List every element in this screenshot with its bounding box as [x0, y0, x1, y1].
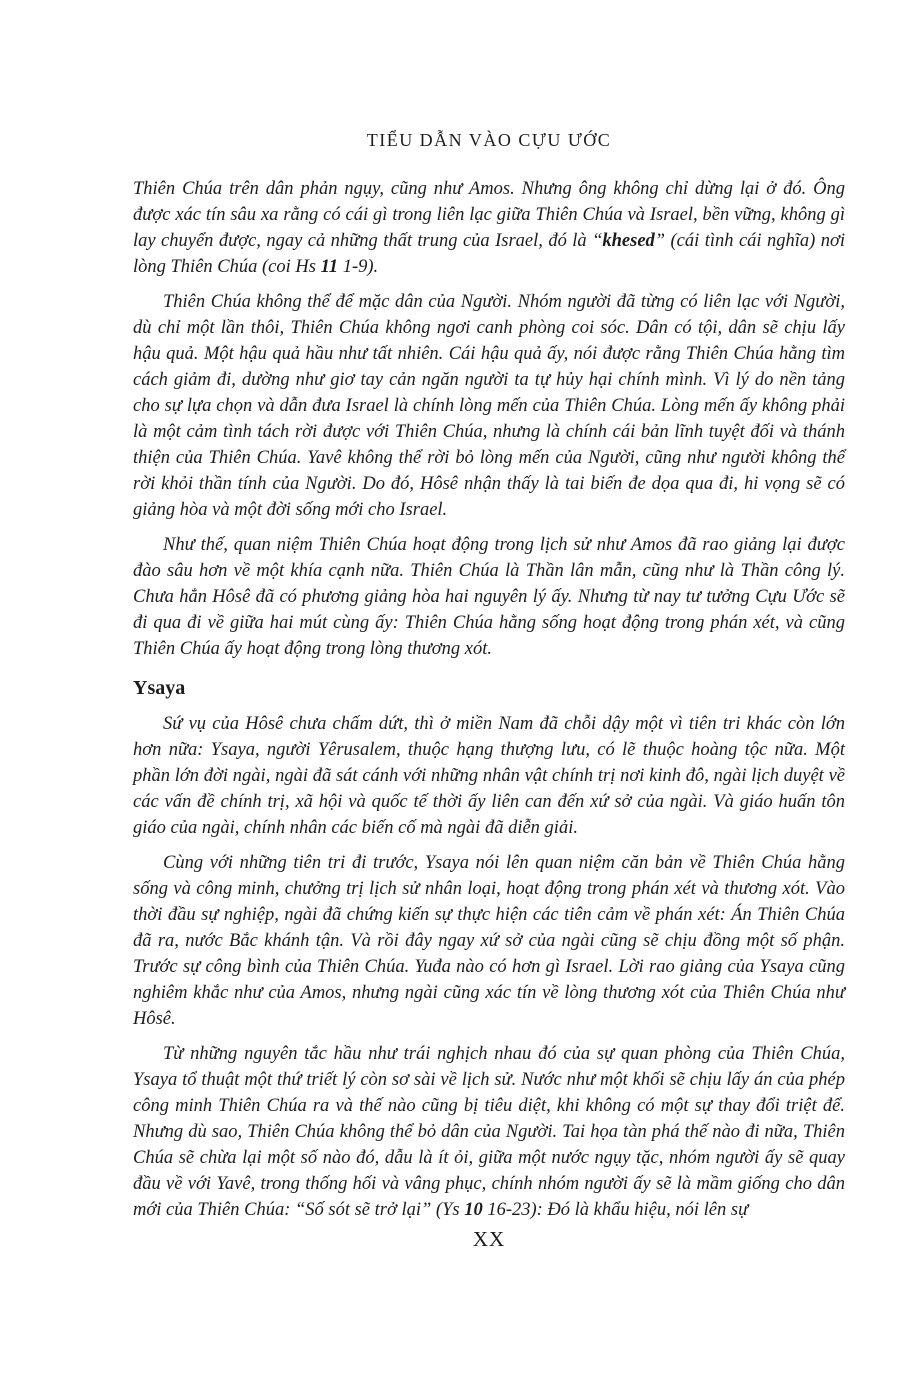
paragraph — [133, 176, 845, 280]
emphasized-text: 11 — [320, 257, 339, 277]
paragraph — [133, 532, 845, 662]
body-text-segment: ” (cái tình cái nghĩa) nơi lòng Thiên Chúa (coi Hs — [133, 231, 845, 277]
paragraph — [133, 850, 845, 1032]
body-text-segment: Thiên Chúa trên dân phản ngụy, cũng như Amos. Nhưng ông không chỉ dừng lại ở đó. Ông được xác tín sâu xa rằng có cái gì trong liên lạc giữa Thiên Chúa và Israel, bền vững, không gì lay chuyển được, ngay cả những thất trung của Israel, đó là “ — [133, 179, 845, 251]
page-body — [133, 176, 845, 1232]
body-text-segment: Sứ vụ của Hôsê chưa chấm dứt, thì ở miền Nam đã chỗi dậy một vì tiên tri khác còn lớn hơn nữa: Ysaya, người Yêrusalem, thuộc hạng thượng lưu, có lẽ thuộc hoàng tộc nữa. Một phần lớn đời ngài, ngài đã sát cánh với những nhân vật chính trị nơi kinh đô, ngài lịch duyệt về các vấn đề chính trị, xã hội và quốc tế thời ấy liên can đến xứ sở của ngài. Và giáo huấn tôn giáo của ngài, chính nhân các biến cố mà ngài đã diễn giải. — [133, 714, 845, 838]
body-text-segment: Như thế, quan niệm Thiên Chúa hoạt động trong lịch sử như Amos đã rao giảng lại được đào sâu hơn về một khía cạnh nữa. Thiên Chúa là Thần lân mẫn, cũng như là Thần công lý. Chưa hẳn Hôsê đã có phương giảng hòa hai nguyên lý ấy. Nhưng từ nay tư tưởng Cựu Ước sẽ đi qua đi về giữa hai mút cùng ấy: Thiên Chúa hằng sống hoạt động trong phán xét, và cũng Thiên Chúa ấy hoạt động trong lòng thương xót. — [133, 535, 845, 659]
body-text-segment: Cùng với những tiên tri đi trước, Ysaya nói lên quan niệm căn bản về Thiên Chúa hằng sống và công minh, chưởng trị lịch sử nhân loại, hoạt động trong phán xét và thương xót. Vào thời đầu sự nghiệp, ngài đã chứng kiến sự thực hiện các tiên cảm về phán xét: Án Thiên Chúa đã ra, nước Bắc khánh tận. Và rồi đây ngay xứ sở của ngài cũng sẽ chịu đồng một số phận. Trước sự công bình của Thiên Chúa. Yuđa nào có hơn gì Israel. Lời rao giảng của Ysaya cũng nghiêm khắc như của Amos, nhưng ngài cũng xác tín về lòng thương xót của Thiên Chúa như Hôsê. — [133, 853, 845, 1029]
body-text-segment: Thiên Chúa không thể để mặc dân của Người. Nhóm người đã từng có liên lạc với Người, dù chỉ một lần thôi, Thiên Chúa không ngơi canh phòng coi sóc. Dân có tội, dân sẽ chịu lấy hậu quả. Một hậu quả hầu như tất nhiên. Cái hậu quả ấy, nói được rằng Thiên Chúa hằng tìm cách giảm đi, dường như giơ tay cản ngăn người ta tự hủy hại chính mình. Vì lý do nền tảng cho sự lựa chọn và dẫn đưa Israel là chính lòng mến của Thiên Chúa. Lòng mến ấy không phải là một cảm tình tách rời được với Thiên Chúa, nhưng là chính cái bản lĩnh tuyệt đối và thánh thiện của Thiên Chúa. Yavê không thể rời bỏ lòng mến của Người, cũng như người không thể rời khỏi thần tính của Người. Do đó, Hôsê nhận thấy là tai biến đe dọa qua đi, hi vọng sẽ có giảng hòa và một đời sống mới cho Israel. — [133, 292, 845, 520]
page-number: XX — [472, 1227, 506, 1251]
paragraph — [133, 1041, 845, 1223]
running-header: TIỂU DẪN VÀO CỰU ƯỚC — [366, 130, 612, 150]
body-text-segment: Từ những nguyên tắc hầu như trái nghịch nhau đó của sự quan phòng của Thiên Chúa, Ysaya tổ thuật một thứ triết lý còn sơ sài về lịch sử. Nước như một khối sẽ chịu lấy án của phép công minh Thiên Chúa ra và thế nào cũng bị tiêu diệt, khi không có một sự thay đổi triệt để. Nhưng dù sao, Thiên Chúa không thể bỏ dân của Người. Tai họa tàn phá thế nào đi nữa, Thiên Chúa sẽ chừa lại một số nào đó, dẫu là ít ỏi, giữa một nước ngụy tặc, nhóm người ấy sẽ quay đầu về với Yavê, trong thống hối và vâng phục, chính nhóm người ấy sẽ là mầm giống cho dân mới của Thiên Chúa: “Số sót sẽ trở lại” (Ys — [133, 1044, 845, 1220]
section-heading: Ysaya — [133, 677, 186, 699]
emphasized-text: 10 — [464, 1200, 483, 1220]
body-text-segment: 1-9). — [338, 257, 379, 277]
body-text-segment: 16-23): Đó là khẩu hiệu, nói lên sự — [482, 1200, 749, 1220]
paragraph — [133, 289, 845, 523]
emphasized-text: khesed — [602, 231, 655, 251]
paragraph — [133, 711, 845, 841]
